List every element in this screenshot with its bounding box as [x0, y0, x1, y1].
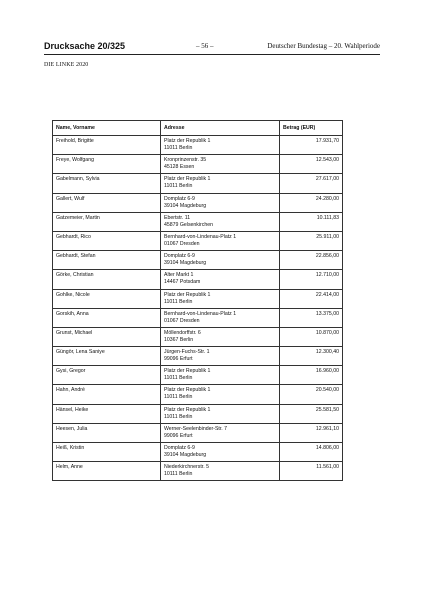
cell-amount: 12.961,10 [280, 423, 343, 442]
table-row [53, 423, 343, 442]
cell-name: Heiß, Kristin [53, 443, 161, 462]
table-row [53, 251, 343, 270]
cell-name: Görke, Christian [53, 270, 161, 289]
table-row [53, 347, 343, 366]
table-row [53, 270, 343, 289]
cell-address [161, 443, 280, 462]
table-header-row [53, 121, 343, 136]
cell-address [161, 270, 280, 289]
address-street: Bernhard-von-Lindenau-Platz 1 [164, 310, 237, 317]
cell-address [161, 174, 280, 193]
cell-amount: 24.280,00 [280, 193, 343, 212]
address-city: 14467 Potsdam [164, 279, 201, 286]
cell-amount: 25.581,50 [280, 404, 343, 423]
table-row [53, 366, 343, 385]
table-row [53, 462, 343, 481]
cell-amount: 11.561,00 [280, 462, 343, 481]
table-row [53, 193, 343, 212]
address-street: Möllendorffstr. 6 [164, 329, 201, 336]
cell-address [161, 136, 280, 155]
address-street: Kronprinzenstr. 35 [164, 157, 207, 164]
address-street: Bernhard-von-Lindenau-Platz 1 [164, 233, 237, 240]
cell-address [161, 155, 280, 174]
cell-name: Heesen, Julia [53, 423, 161, 442]
donations-table [52, 120, 343, 481]
address-street: Ebertstr. 11 [164, 214, 191, 221]
cell-amount: 12.543,00 [280, 155, 343, 174]
header-rule [44, 54, 380, 55]
cell-address [161, 231, 280, 250]
address-city: 45879 Gelsenkirchen [164, 221, 214, 228]
cell-amount: 10.111,83 [280, 212, 343, 231]
table-row [53, 174, 343, 193]
address-city: 39104 Magdeburg [164, 260, 207, 267]
address-city: 11011 Berlin [164, 298, 193, 305]
cell-name: Gatzemeier, Martin [53, 212, 161, 231]
institution-label: Deutscher Bundestag – 20. Wahlperiode [267, 42, 380, 50]
address-city: 99096 Erfurt [164, 356, 193, 363]
table-row [53, 212, 343, 231]
table-row [53, 155, 343, 174]
cell-address [161, 366, 280, 385]
address-city: 11011 Berlin [164, 183, 193, 190]
cell-name: Helm, Anne [53, 462, 161, 481]
address-city: 45128 Essen [164, 164, 195, 171]
address-city: 11011 Berlin [164, 375, 193, 382]
cell-name: Gabelmann, Sylvia [53, 174, 161, 193]
cell-name: Freye, Wolfgang [53, 155, 161, 174]
cell-address [161, 404, 280, 423]
cell-amount: 12.710,00 [280, 270, 343, 289]
address-street: Platz der Republik 1 [164, 138, 211, 144]
cell-amount: 14.806,00 [280, 443, 343, 462]
column-header-name: Name, Vorname [53, 121, 161, 136]
cell-name: Güngör, Lena Saniye [53, 347, 161, 366]
address-street: Domplatz 6-9 [164, 253, 195, 260]
cell-address [161, 385, 280, 404]
address-city: 10111 Berlin [164, 471, 193, 478]
cell-amount: 13.375,00 [280, 308, 343, 327]
address-city: 99096 Erfurt [164, 432, 193, 439]
cell-address [161, 423, 280, 442]
address-street: Niederkirchnerstr. 5 [164, 464, 209, 471]
address-city: 39104 Magdeburg [164, 452, 207, 458]
cell-amount: 12.300,40 [280, 347, 343, 366]
address-city: 11011 Berlin [164, 394, 193, 401]
address-street: Platz der Republik 1 [164, 291, 211, 298]
address-city: 11011 Berlin [164, 145, 193, 151]
cell-name: Freihold, Brigitte [53, 136, 161, 155]
address-street: Platz der Republik 1 [164, 176, 211, 183]
column-header-amount: Betrag (EUR) [280, 121, 343, 136]
cell-amount: 20.540,00 [280, 385, 343, 404]
address-street: Platz der Republik 1 [164, 406, 211, 413]
cell-name: Gysi, Gregor [53, 366, 161, 385]
cell-amount: 17.931,70 [280, 136, 343, 155]
cell-address [161, 289, 280, 308]
cell-amount: 22.856,00 [280, 251, 343, 270]
cell-address [161, 212, 280, 231]
cell-amount: 22.414,00 [280, 289, 343, 308]
address-street: Jürgen-Fuchs-Str. 1 [164, 349, 210, 356]
address-city: 01067 Dresden [164, 317, 200, 324]
address-street: Platz der Republik 1 [164, 368, 211, 375]
cell-name: Gallert, Wulf [53, 193, 161, 212]
address-street: Domplatz 6-9 [164, 195, 195, 202]
cell-address [161, 193, 280, 212]
cell-name: Hahn, André [53, 385, 161, 404]
cell-amount: 10.870,00 [280, 327, 343, 346]
address-street: Werner-Seelenbinder-Str. 7 [164, 425, 228, 432]
cell-name: Gebhardt, Rico [53, 231, 161, 250]
cell-address [161, 327, 280, 346]
cell-name: Gebhardt, Stefan [53, 251, 161, 270]
table-row [53, 289, 343, 308]
address-street: Alter Markt 1 [164, 272, 194, 279]
cell-amount: 27.617,00 [280, 174, 343, 193]
document-number: Drucksache 20/325 [44, 41, 126, 51]
address-city: 01067 Dresden [164, 240, 200, 247]
address-city: 39104 Magdeburg [164, 202, 207, 209]
page-number: – 56 – [196, 42, 214, 50]
address-city: 11011 Berlin [164, 413, 193, 420]
table-row [53, 404, 343, 423]
address-street: Domplatz 6-9 [164, 445, 195, 451]
cell-address [161, 347, 280, 366]
cell-amount: 25.911,00 [280, 231, 343, 250]
table-row [53, 443, 343, 462]
address-street: Platz der Republik 1 [164, 387, 211, 394]
cell-address [161, 462, 280, 481]
cell-name: Gohlke, Nicole [53, 289, 161, 308]
cell-name: Hänsel, Heike [53, 404, 161, 423]
cell-amount: 16.960,00 [280, 366, 343, 385]
cell-name: Gorskih, Anna [53, 308, 161, 327]
column-header-address: Adresse [161, 121, 280, 136]
cell-address [161, 251, 280, 270]
section-label: DIE LINKE 2020 [44, 62, 89, 68]
cell-name: Grunst, Michael [53, 327, 161, 346]
address-city: 10367 Berlin [164, 336, 194, 343]
table-row [53, 136, 343, 155]
table-row [53, 327, 343, 346]
cell-address [161, 308, 280, 327]
page-header [44, 41, 380, 53]
table-row [53, 385, 343, 404]
table-row [53, 231, 343, 250]
table-row [53, 308, 343, 327]
